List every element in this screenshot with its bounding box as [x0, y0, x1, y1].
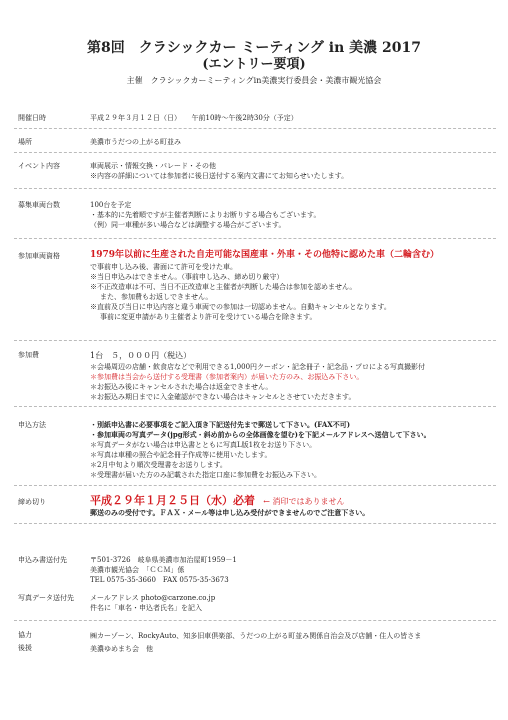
- apply-label: 申込方法: [18, 421, 46, 429]
- event-line-1: 車両展示・情報交換・パレード・その他: [90, 162, 216, 170]
- fee-label: 参加費: [18, 351, 39, 359]
- apply-line-2: ・参加車両の写真データ(jpg形式・斜め前からの全体画像を望む)を下記メールアドレスへ送信して下さい。: [90, 430, 431, 439]
- venue-value: 美濃市うだつの上がる町並み: [90, 138, 181, 146]
- qualification-label: 参加車両資格: [18, 252, 60, 260]
- apply-line-1: ・別紙申込書に必要事項をご記入頂き下記送付先まで郵送して下さい。(FAX不可): [90, 420, 351, 429]
- divider: [14, 128, 496, 129]
- apply-line-4: ＊写真は車種の照合や記念冊子作成等に使用いたします。: [90, 451, 272, 459]
- support-line-1: ㈱カーゾーン、RockyAuto、知多旧車倶楽部、うだつの上がる町並み関係自治会及び店舗・住人の皆さま: [90, 632, 422, 640]
- qualification-headline: 1979年以前に生産された自走可能な国産車・外車・その他特に認めた車（二輪含む）: [90, 250, 440, 260]
- event-line-2: ※内容の詳細については参加者に後日送付する案内文書にてお知らせいたします。: [90, 172, 349, 180]
- recruit-label: 募集車両台数: [18, 201, 60, 209]
- recruit-line-1: 100台を予定: [90, 201, 132, 209]
- photo-line-1: メールアドレス photo@carzone.co.jp: [90, 594, 216, 602]
- document-subtitle: (エントリー要項): [202, 57, 306, 72]
- qualification-line-4: また、参加費もお返しできません。: [100, 293, 213, 301]
- deadline-line-2: 郵送のみの受付です。ＦＡＸ・メール等は申し込み受付ができませんのでご注意下さい。: [90, 508, 370, 517]
- sponsor-line: 主催 クラシックカーミーティングin美濃実行委員会・美濃市観光協会: [126, 76, 382, 85]
- qualification-line-5: ※直前及び当日に申込内容と違う車両での参加は一切認めません。自動キャンセルとなります。: [90, 303, 391, 311]
- venue-label: 場所: [18, 138, 32, 146]
- deadline-date: 平成２９年１月２５日（水）必着: [90, 494, 255, 507]
- divider: [14, 238, 496, 239]
- date-value: 平成２９年３月１２日（日） 午前10時～午後2時30分（予定）: [90, 114, 298, 122]
- divider: [14, 485, 496, 486]
- apply-line-6: ＊受理書が届いた方のみ記載された指定口座に参加費をお振込み下さい。: [90, 471, 321, 479]
- divider: [14, 340, 496, 341]
- support-label: 協力: [18, 631, 32, 639]
- document-title: 第8回 クラシックカー ミーティング in 美濃 2017: [86, 40, 422, 56]
- qualification-line-1: で事前申し込み後、書面にて許可を受けた車。: [90, 263, 237, 271]
- address-line-2: 美濃市観光協会 「ＣＣＭ」係: [90, 566, 185, 574]
- apply-line-3: ＊写真データがない場合は申込書とともに写真L版1枚をお送り下さい。: [90, 441, 317, 449]
- recruit-line-3: （例）同一車種が多い場合などは調整する場合がございます。: [90, 221, 286, 229]
- address-label: 申込み書送付先: [18, 556, 67, 564]
- divider: [14, 406, 496, 407]
- fee-amount: 1台 ５，０００円（税込）: [90, 351, 192, 360]
- fee-line-5: ＊お振込み期日までに入金確認ができない場合はキャンセルとさせていただきます。: [90, 393, 356, 401]
- qualification-line-3: ※不正改造車は不可、当日不正改造車と主催者が判断した場合は参加を認めません。: [90, 283, 357, 291]
- event-label: イベント内容: [18, 162, 60, 170]
- date-label: 開催日時: [18, 114, 46, 122]
- qualification-line-6: 事前に変更申請があり主催者より許可を受けている場合を除きます。: [100, 313, 317, 321]
- fee-line-4: ＊お振込み後にキャンセルされた場合は返金できません。: [90, 383, 273, 391]
- support-line-2: 美濃ゆめまち会 他: [90, 645, 153, 653]
- divider: [14, 620, 496, 621]
- divider: [14, 188, 496, 189]
- address-line-3: TEL 0575-35-3660 FAX 0575-35-3673: [90, 576, 229, 584]
- apply-line-5: ＊2月中旬より順次受理書をお送りします。: [90, 461, 227, 469]
- photo-line-2: 件名に「車名・申込者氏名」を記入: [90, 604, 202, 612]
- divider: [14, 523, 496, 524]
- fee-line-2: ＊会場周辺の店舗・飲食店などで利用できる1,000円クーポン・記念冊子・記念品・プロによる写真撮影付: [90, 363, 426, 371]
- deadline-note: ← 消印ではありません: [263, 497, 345, 506]
- deadline-label: 締め切り: [18, 498, 46, 506]
- qualification-line-2: ※当日申込みはできません。（事前申し込み、締め切り厳守）: [90, 273, 284, 281]
- photo-label: 写真データ送付先: [18, 594, 74, 602]
- address-line-1: 〒501-3726 岐阜県美濃市加治屋町1959－1: [90, 556, 237, 564]
- divider: [14, 152, 496, 153]
- recruit-line-2: ・基本的に先着順ですが主催者判断によりお断りする場合もございます。: [90, 211, 321, 219]
- fee-line-3: ＊参加費は当会から送付する受理書（参加者案内）が届いた方のみ、お振込み下さい。: [90, 373, 364, 381]
- patron-label: 後援: [18, 644, 32, 652]
